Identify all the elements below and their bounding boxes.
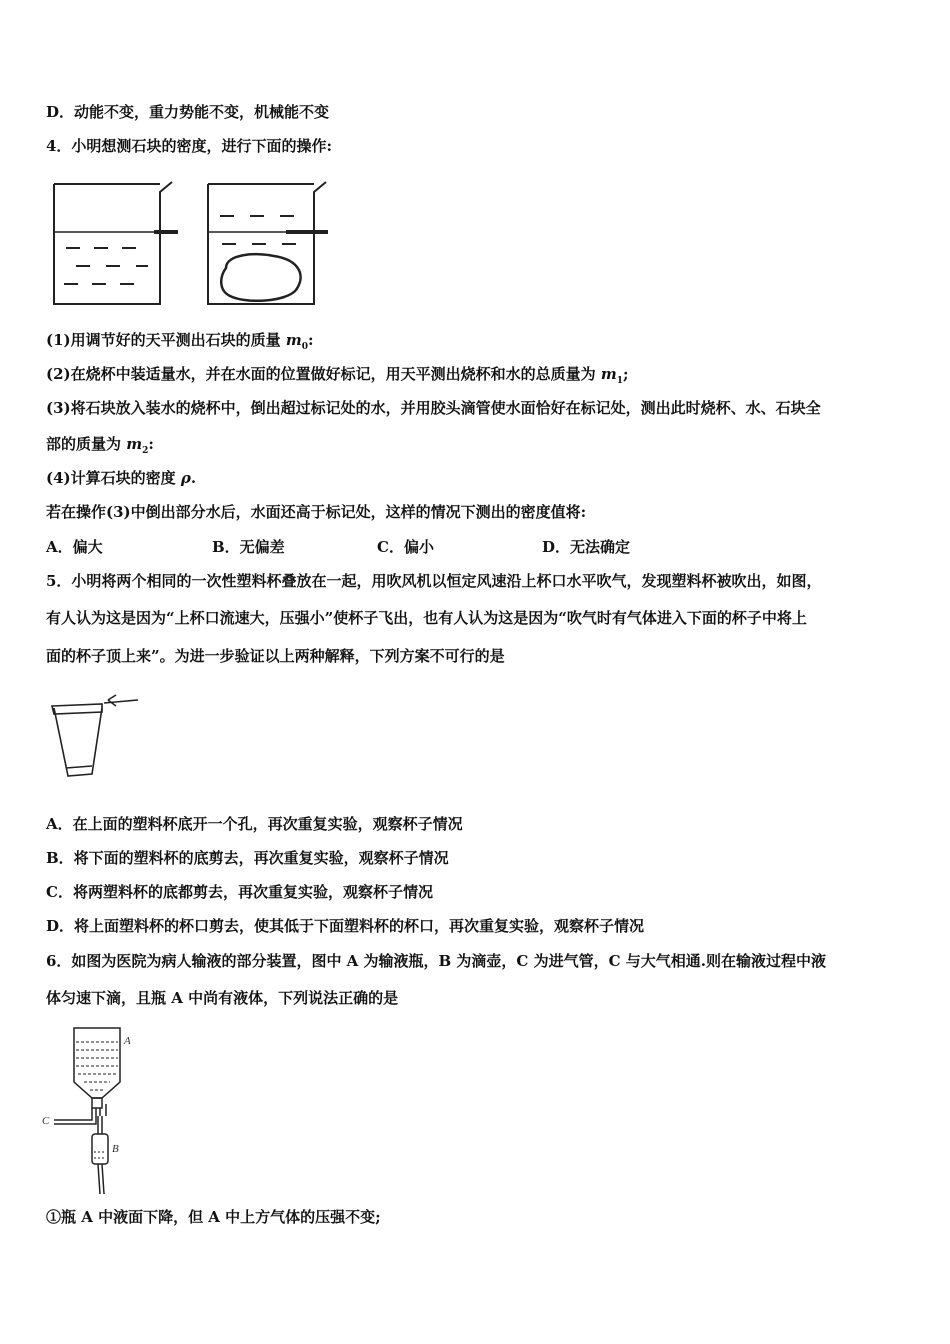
infusion-figure	[40, 1024, 170, 1194]
beaker-1-outline	[54, 182, 172, 304]
q4-question: 若在操作(3)中倒出部分水后，水面还高于标记处，这样的情况下测出的密度值将:	[46, 503, 587, 521]
label-b: B	[112, 1143, 119, 1155]
stone-icon	[221, 254, 300, 301]
bottle-a-outline	[74, 1028, 120, 1098]
q4-stem: 4．小明想测石块的密度，进行下面的操作:	[46, 137, 332, 155]
q5-option-c: C．将两塑料杯的底都剪去，再次重复实验，观察杯子情况	[46, 883, 433, 901]
drip-chamber-b	[92, 1134, 108, 1164]
q5-stem-line-1: 5．小明将两个相同的一次性塑料杯叠放在一起，用吹风机以恒定风速沿上杯口水平吹气，发现塑料杯被吹出，如图，	[46, 572, 822, 590]
q3-option-d: D．动能不变，重力势能不变，机械能不变	[46, 103, 330, 121]
beaker-figure	[50, 180, 330, 310]
q5-stem-line-2: 有人认为这是因为“上杯口流速大，压强小”使杯子飞出，也有人认为这是因为“吹气时有气体进入下面的杯子中将上	[46, 609, 807, 627]
q5-stem-line-3: 面的杯子顶上来”。为进一步验证以上两种解释，下列方案不可行的是	[46, 647, 505, 665]
q4-option-d: D．无法确定	[542, 538, 631, 556]
q5-option-d: D．将上面塑料杯的杯口剪去，使其低于下面塑料杯的杯口，再次重复实验，观察杯子情况	[46, 917, 645, 935]
cups-figure	[46, 694, 156, 786]
q5-option-a: A．在上面的塑料杯底开一个孔，再次重复实验，观察杯子情况	[46, 815, 463, 833]
q5-option-b: B．将下面的塑料杯的底剪去，再次重复实验，观察杯子情况	[46, 849, 449, 867]
label-a: A	[124, 1035, 131, 1047]
q4-step4: (4)计算石块的密度 ρ.	[46, 469, 197, 487]
upper-cup-rim	[52, 704, 102, 714]
q6-stem-line-1: 6．如图为医院为病人输液的部分装置，图中 A 为输液瓶，B 为滴壶，C 为进气管，C 与大气相通.则在输液过程中液	[46, 952, 826, 970]
lower-cup-outline	[54, 708, 102, 776]
q4-step1: (1)用调节好的天平测出石块的质量 $m_0$:	[46, 331, 314, 352]
q4-step3-cont: 部的质量为 $m_2$:	[46, 435, 154, 456]
q4-option-c: C．偏小	[377, 538, 434, 556]
air-tube-c	[54, 1108, 92, 1120]
q4-step2: (2)在烧杯中装适量水，并在水面的位置做好标记，用天平测出烧杯和水的总质量为 $m_1$;	[46, 365, 629, 386]
q4-option-a: A．偏大	[46, 538, 103, 556]
q4-option-b: B．无偏差	[212, 538, 285, 556]
label-c: C	[42, 1115, 50, 1127]
q6-statement-1: ①瓶 A 中液面下降，但 A 中上方气体的压强不变;	[46, 1208, 381, 1226]
q4-step3: (3)将石块放入装水的烧杯中，倒出超过标记处的水，并用胶头滴管使水面恰好在标记处，测出此时烧杯、水、石块全	[46, 399, 821, 417]
q6-stem-line-2: 体匀速下滴，且瓶 A 中尚有液体，下列说法正确的是	[46, 989, 399, 1007]
